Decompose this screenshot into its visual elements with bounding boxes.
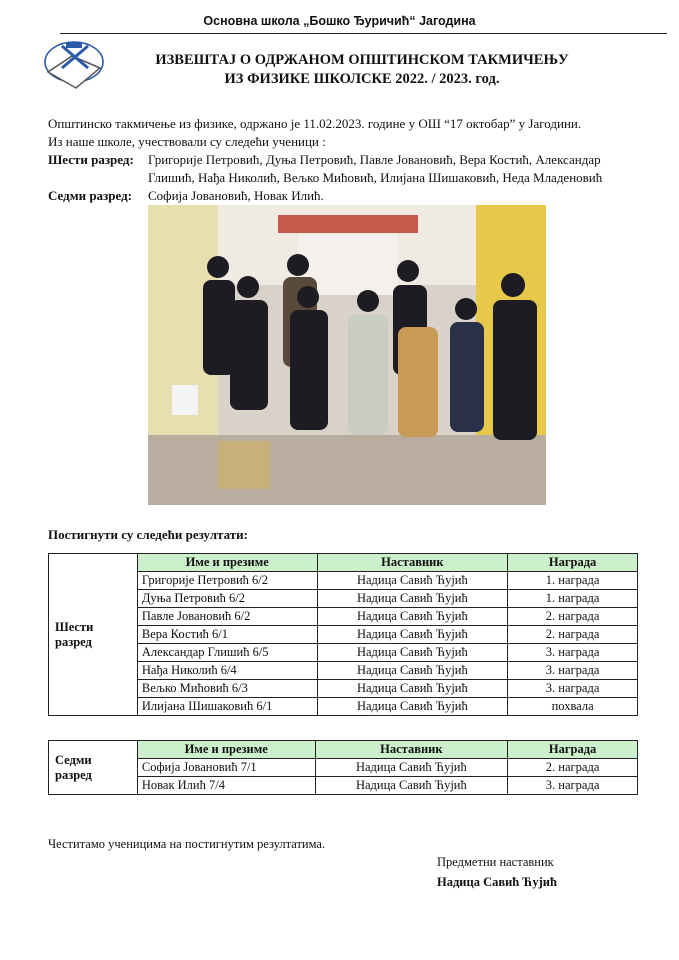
table-row (49, 572, 638, 590)
student-name: Новак Илић 7/4 (137, 777, 315, 795)
table-row (49, 590, 638, 608)
seventh-grade-results-table (48, 740, 638, 795)
congratulations-text: Честитамо ученицима на постигнутим резултатима. (48, 837, 326, 851)
school-logo-icon (42, 38, 106, 90)
seventh-grade-names: Софија Јовановић, Новак Илић. (148, 188, 324, 203)
group-cell-seventh (49, 741, 138, 795)
seventh-grade-label: Седми разред: (48, 188, 133, 203)
signature-name: Надица Савић Ћујић (437, 875, 557, 889)
sixth-grade-names-line2: Глишић, Нађа Николић, Вељко Мићовић, Илијана Шишаковић, Неда Младеновић (148, 170, 603, 185)
results-title: Постигнути су следећи резултати: (48, 527, 248, 542)
student-name: Григорије Петровић 6/2 (137, 572, 317, 590)
group-cell-sixth (49, 554, 138, 716)
table-row (49, 644, 638, 662)
column-header-award: Награда (508, 741, 638, 759)
sixth-grade-label: Шести разред: (48, 152, 134, 167)
intro-line1: Општинско такмичење из физике, одржано је 11.02.2023. године у ОШ “17 октобар” у Јагодини. (48, 116, 582, 131)
teacher-name: Надица Савић Ћујић (315, 759, 508, 777)
report-title-line2: ИЗ ФИЗИКЕ ШКОЛСКЕ 2022. / 2023. год. (224, 71, 500, 87)
table-row (49, 626, 638, 644)
report-title-line1: ИЗВЕШТАЈ О ОДРЖАНОМ ОПШТИНСКОМ ТАКМИЧЕЊУ (155, 52, 569, 68)
student-name: Нађа Николић 6/4 (137, 662, 317, 680)
student-name: Павле Јовановић 6/2 (137, 608, 317, 626)
teacher-name: Надица Савић Ћујић (317, 608, 508, 626)
table-row (49, 680, 638, 698)
award: 3. награда (508, 644, 638, 662)
student-name: Дуња Петровић 6/2 (137, 590, 317, 608)
group-label-line2: разред (55, 767, 92, 782)
column-header-name: Име и презиме (137, 554, 317, 572)
award: 2. награда (508, 608, 638, 626)
group-label-line2: разред (55, 634, 92, 649)
award: 3. награда (508, 777, 638, 795)
school-header: Основна школа „Бошко Ђуричић“ Јагодина (203, 14, 476, 28)
column-header-award: Награда (508, 554, 638, 572)
sixth-grade-names-line1: Григорије Петровић, Дуња Петровић, Павле Јовановић, Вера Костић, Александар (148, 152, 601, 167)
table-row (49, 698, 638, 716)
student-name: Вељко Мићовић 6/3 (137, 680, 317, 698)
group-label-line1: Седми (55, 752, 92, 767)
award: 3. награда (508, 680, 638, 698)
column-header-teacher: Наставник (317, 554, 508, 572)
award: 1. награда (508, 590, 638, 608)
table-row (49, 662, 638, 680)
award: 2. награда (508, 759, 638, 777)
group-photo (148, 205, 546, 505)
table-row (49, 777, 638, 795)
teacher-name: Надица Савић Ћујић (317, 680, 508, 698)
teacher-name: Надица Савић Ћујић (317, 644, 508, 662)
teacher-name: Надица Савић Ћујић (317, 590, 508, 608)
signature-role: Предметни наставник (437, 855, 554, 869)
student-name: Александар Глишић 6/5 (137, 644, 317, 662)
table-row (49, 608, 638, 626)
award: 3. награда (508, 662, 638, 680)
award: 2. награда (508, 626, 638, 644)
teacher-name: Надица Савић Ћујић (317, 572, 508, 590)
award: 1. награда (508, 572, 638, 590)
group-label-line1: Шести (55, 619, 94, 634)
student-name: Вера Костић 6/1 (137, 626, 317, 644)
sixth-grade-results-table (48, 553, 638, 716)
table-row (49, 759, 638, 777)
teacher-name: Надица Савић Ћујић (317, 698, 508, 716)
student-name: Илијана Шишаковић 6/1 (137, 698, 317, 716)
teacher-name: Надица Савић Ћујић (317, 626, 508, 644)
award: похвала (508, 698, 638, 716)
column-header-teacher: Наставник (315, 741, 508, 759)
header-rule (60, 33, 667, 34)
student-name: Софија Јовановић 7/1 (137, 759, 315, 777)
teacher-name: Надица Савић Ћујић (317, 662, 508, 680)
intro-line2: Из наше школе, учествовали су следећи ученици : (48, 134, 326, 149)
teacher-name: Надица Савић Ћујић (315, 777, 508, 795)
column-header-name: Име и презиме (137, 741, 315, 759)
